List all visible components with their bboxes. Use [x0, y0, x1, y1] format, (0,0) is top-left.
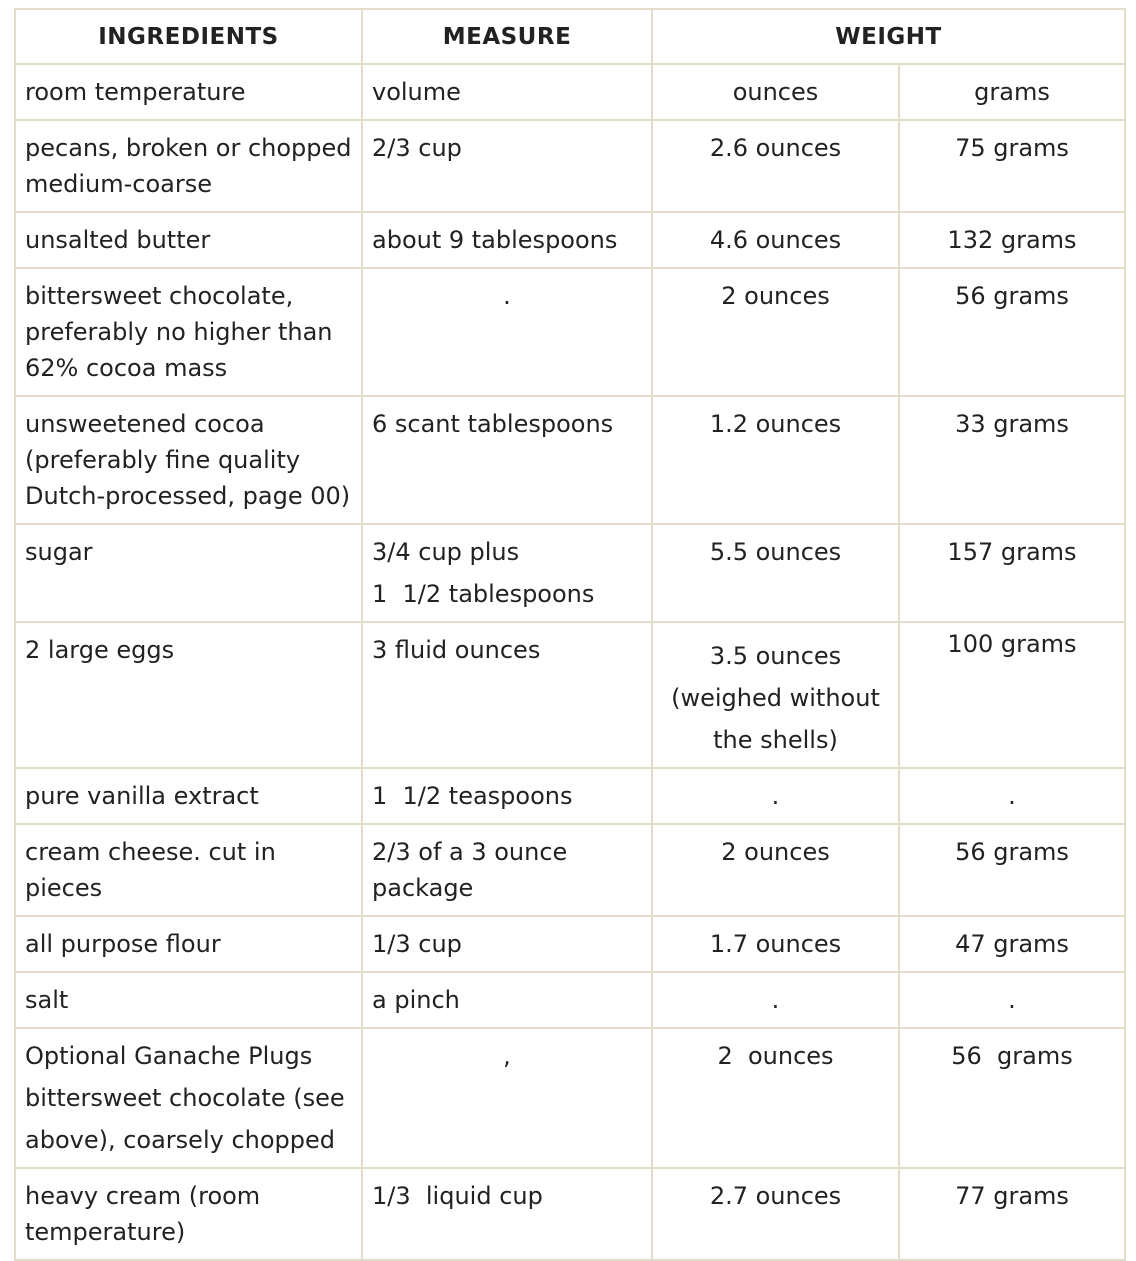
ingredient-cell [15, 916, 362, 972]
ingredient-text-line: bittersweet chocolate, [25, 282, 294, 310]
ounces-cell [652, 972, 899, 1028]
subheader-row [15, 64, 1125, 120]
ingredient-cell [15, 524, 362, 622]
header-row [15, 9, 1125, 64]
ounces-text-line: 4.6 ounces [709, 226, 842, 254]
grams-cell [899, 972, 1125, 1028]
header-measure: MEASURE [362, 9, 652, 64]
ounces-text-line: 5.5 ounces [709, 538, 842, 566]
header-weight: WEIGHT [652, 9, 1125, 64]
measure-cell [362, 1168, 652, 1260]
table-row [15, 622, 1125, 768]
grams-cell [899, 268, 1125, 396]
ingredient-cell [15, 120, 362, 212]
table-row [15, 916, 1125, 972]
grams-text-line: . [1008, 782, 1016, 810]
ounces-cell [652, 768, 899, 824]
ingredient-cell [15, 212, 362, 268]
grams-text-line: 56 grams [955, 838, 1069, 866]
grams-text-line: 157 grams [947, 538, 1077, 566]
ingredient-text-line: 62% cocoa mass [25, 354, 228, 382]
ounces-text-line: the shells) [713, 726, 838, 754]
ingredient-text-line: heavy cream (room [25, 1182, 261, 1210]
measure-cell [362, 768, 652, 824]
ingredient-text-line: Dutch-processed, page 00) [25, 482, 351, 510]
ingredient-text-line: medium-coarse [25, 170, 213, 198]
measure-cell [362, 120, 652, 212]
subheader-ounces: ounces [652, 64, 899, 120]
ingredient-text-line: all purpose flour [25, 930, 221, 958]
ingredient-cell [15, 972, 362, 1028]
grams-text-line: 132 grams [947, 226, 1077, 254]
measure-text-line: 3 fluid ounces [372, 636, 541, 664]
grams-text-line: 77 grams [955, 1182, 1069, 1210]
table-row [15, 824, 1125, 916]
ingredient-text-line: bittersweet chocolate (see [25, 1084, 345, 1112]
table-row [15, 396, 1125, 524]
ounces-cell [652, 524, 899, 622]
grams-cell [899, 396, 1125, 524]
grams-text-line: 75 grams [955, 134, 1069, 162]
table-row [15, 268, 1125, 396]
grams-cell [899, 212, 1125, 268]
ounces-cell [652, 824, 899, 916]
measure-cell [362, 824, 652, 916]
subheader-measure: volume [362, 64, 652, 120]
measure-text-line: 1 1/2 tablespoons [372, 580, 595, 608]
table-row [15, 524, 1125, 622]
grams-text-line: 33 grams [955, 410, 1069, 438]
ingredient-text-line: unsweetened cocoa [25, 410, 265, 438]
ounces-text-line: . [771, 782, 780, 810]
ounces-text-line: 1.2 ounces [709, 410, 842, 438]
measure-cell [362, 972, 652, 1028]
ingredient-text-line: pieces [25, 874, 103, 902]
measure-text-line: 2/3 of a 3 ounce [372, 838, 568, 866]
grams-cell [899, 524, 1125, 622]
grams-cell [899, 1028, 1125, 1168]
ingredient-text-line: pure vanilla extract [25, 782, 259, 810]
measure-text-line: 1/3 liquid cup [372, 1182, 543, 1210]
ounces-text-line: 3.5 ounces [709, 642, 842, 670]
ingredient-cell [15, 824, 362, 916]
grams-cell [899, 916, 1125, 972]
measure-text-line: 1/3 cup [372, 930, 462, 958]
table-row [15, 1028, 1125, 1168]
measure-cell [362, 212, 652, 268]
ounces-text-line: 2.7 ounces [709, 1182, 842, 1210]
measure-text-line: , [503, 1042, 511, 1070]
ingredient-text-line: above), coarsely chopped [25, 1126, 335, 1154]
table-row [15, 1168, 1125, 1260]
measure-text-line: a pinch [372, 986, 460, 1014]
measure-text-line: . [503, 282, 511, 310]
ounces-cell [652, 212, 899, 268]
ounces-cell [652, 1168, 899, 1260]
subheader-ingredient: room temperature [15, 64, 362, 120]
ingredient-text-line: 2 large eggs [25, 636, 175, 664]
grams-text-line: 56 grams [955, 282, 1069, 310]
ounces-cell [652, 622, 899, 768]
grams-cell [899, 120, 1125, 212]
ounces-text-line: (weighed without [671, 684, 880, 712]
measure-text-line: package [372, 874, 474, 902]
measure-cell [362, 1028, 652, 1168]
ingredient-cell [15, 1168, 362, 1260]
ingredient-text-line: preferably no higher than [25, 318, 333, 346]
ounces-text-line: 1.7 ounces [709, 930, 842, 958]
measure-text-line: 6 scant tablespoons [372, 410, 614, 438]
measure-text-line: 1 1/2 teaspoons [372, 782, 573, 810]
ingredient-cell [15, 1028, 362, 1168]
ingredient-text-line: pecans, broken or chopped [25, 134, 352, 162]
measure-cell [362, 622, 652, 768]
ingredient-rows [15, 120, 1125, 1260]
subheader-grams: grams [899, 64, 1125, 120]
ounces-text-line: 2 ounces [717, 1042, 834, 1070]
ingredient-cell [15, 768, 362, 824]
measure-cell [362, 916, 652, 972]
ounces-text-line: . [771, 986, 780, 1014]
ounces-text-line: 2 ounces [721, 282, 830, 310]
grams-text-line: 47 grams [955, 930, 1069, 958]
ingredient-text-line: unsalted butter [25, 226, 211, 254]
measure-text-line: 2/3 cup [372, 134, 462, 162]
grams-cell [899, 824, 1125, 916]
grams-cell [899, 768, 1125, 824]
measure-cell [362, 524, 652, 622]
measure-text-line: 3/4 cup plus [372, 538, 520, 566]
ingredient-text-line: salt [25, 986, 69, 1014]
measure-text-line: about 9 tablespoons [372, 226, 618, 254]
ounces-cell [652, 396, 899, 524]
ounces-cell [652, 268, 899, 396]
header-ingredients: INGREDIENTS [15, 9, 362, 64]
grams-text-line: 100 grams [947, 630, 1077, 658]
ingredient-cell [15, 268, 362, 396]
recipe-ingredients-table [14, 8, 1126, 1261]
grams-cell [899, 1168, 1125, 1260]
ounces-cell [652, 120, 899, 212]
ingredient-text-line: cream cheese. cut in [25, 838, 276, 866]
ingredient-text-line: sugar [25, 538, 93, 566]
ingredient-cell [15, 622, 362, 768]
ounces-text-line: 2 ounces [721, 838, 830, 866]
measure-cell [362, 268, 652, 396]
ounces-cell [652, 916, 899, 972]
table-row [15, 768, 1125, 824]
ounces-cell [652, 1028, 899, 1168]
ounces-text-line: 2.6 ounces [709, 134, 842, 162]
ingredient-cell [15, 396, 362, 524]
grams-text-line: 56 grams [951, 1042, 1073, 1070]
ingredient-text-line: Optional Ganache Plugs [25, 1042, 313, 1070]
table-row [15, 120, 1125, 212]
ingredient-text-line: temperature) [25, 1218, 186, 1246]
measure-cell [362, 396, 652, 524]
grams-cell [899, 622, 1125, 768]
ingredient-text-line: (preferably fine quality [25, 446, 301, 474]
table-row [15, 972, 1125, 1028]
grams-text-line: . [1008, 986, 1016, 1014]
table-row [15, 212, 1125, 268]
